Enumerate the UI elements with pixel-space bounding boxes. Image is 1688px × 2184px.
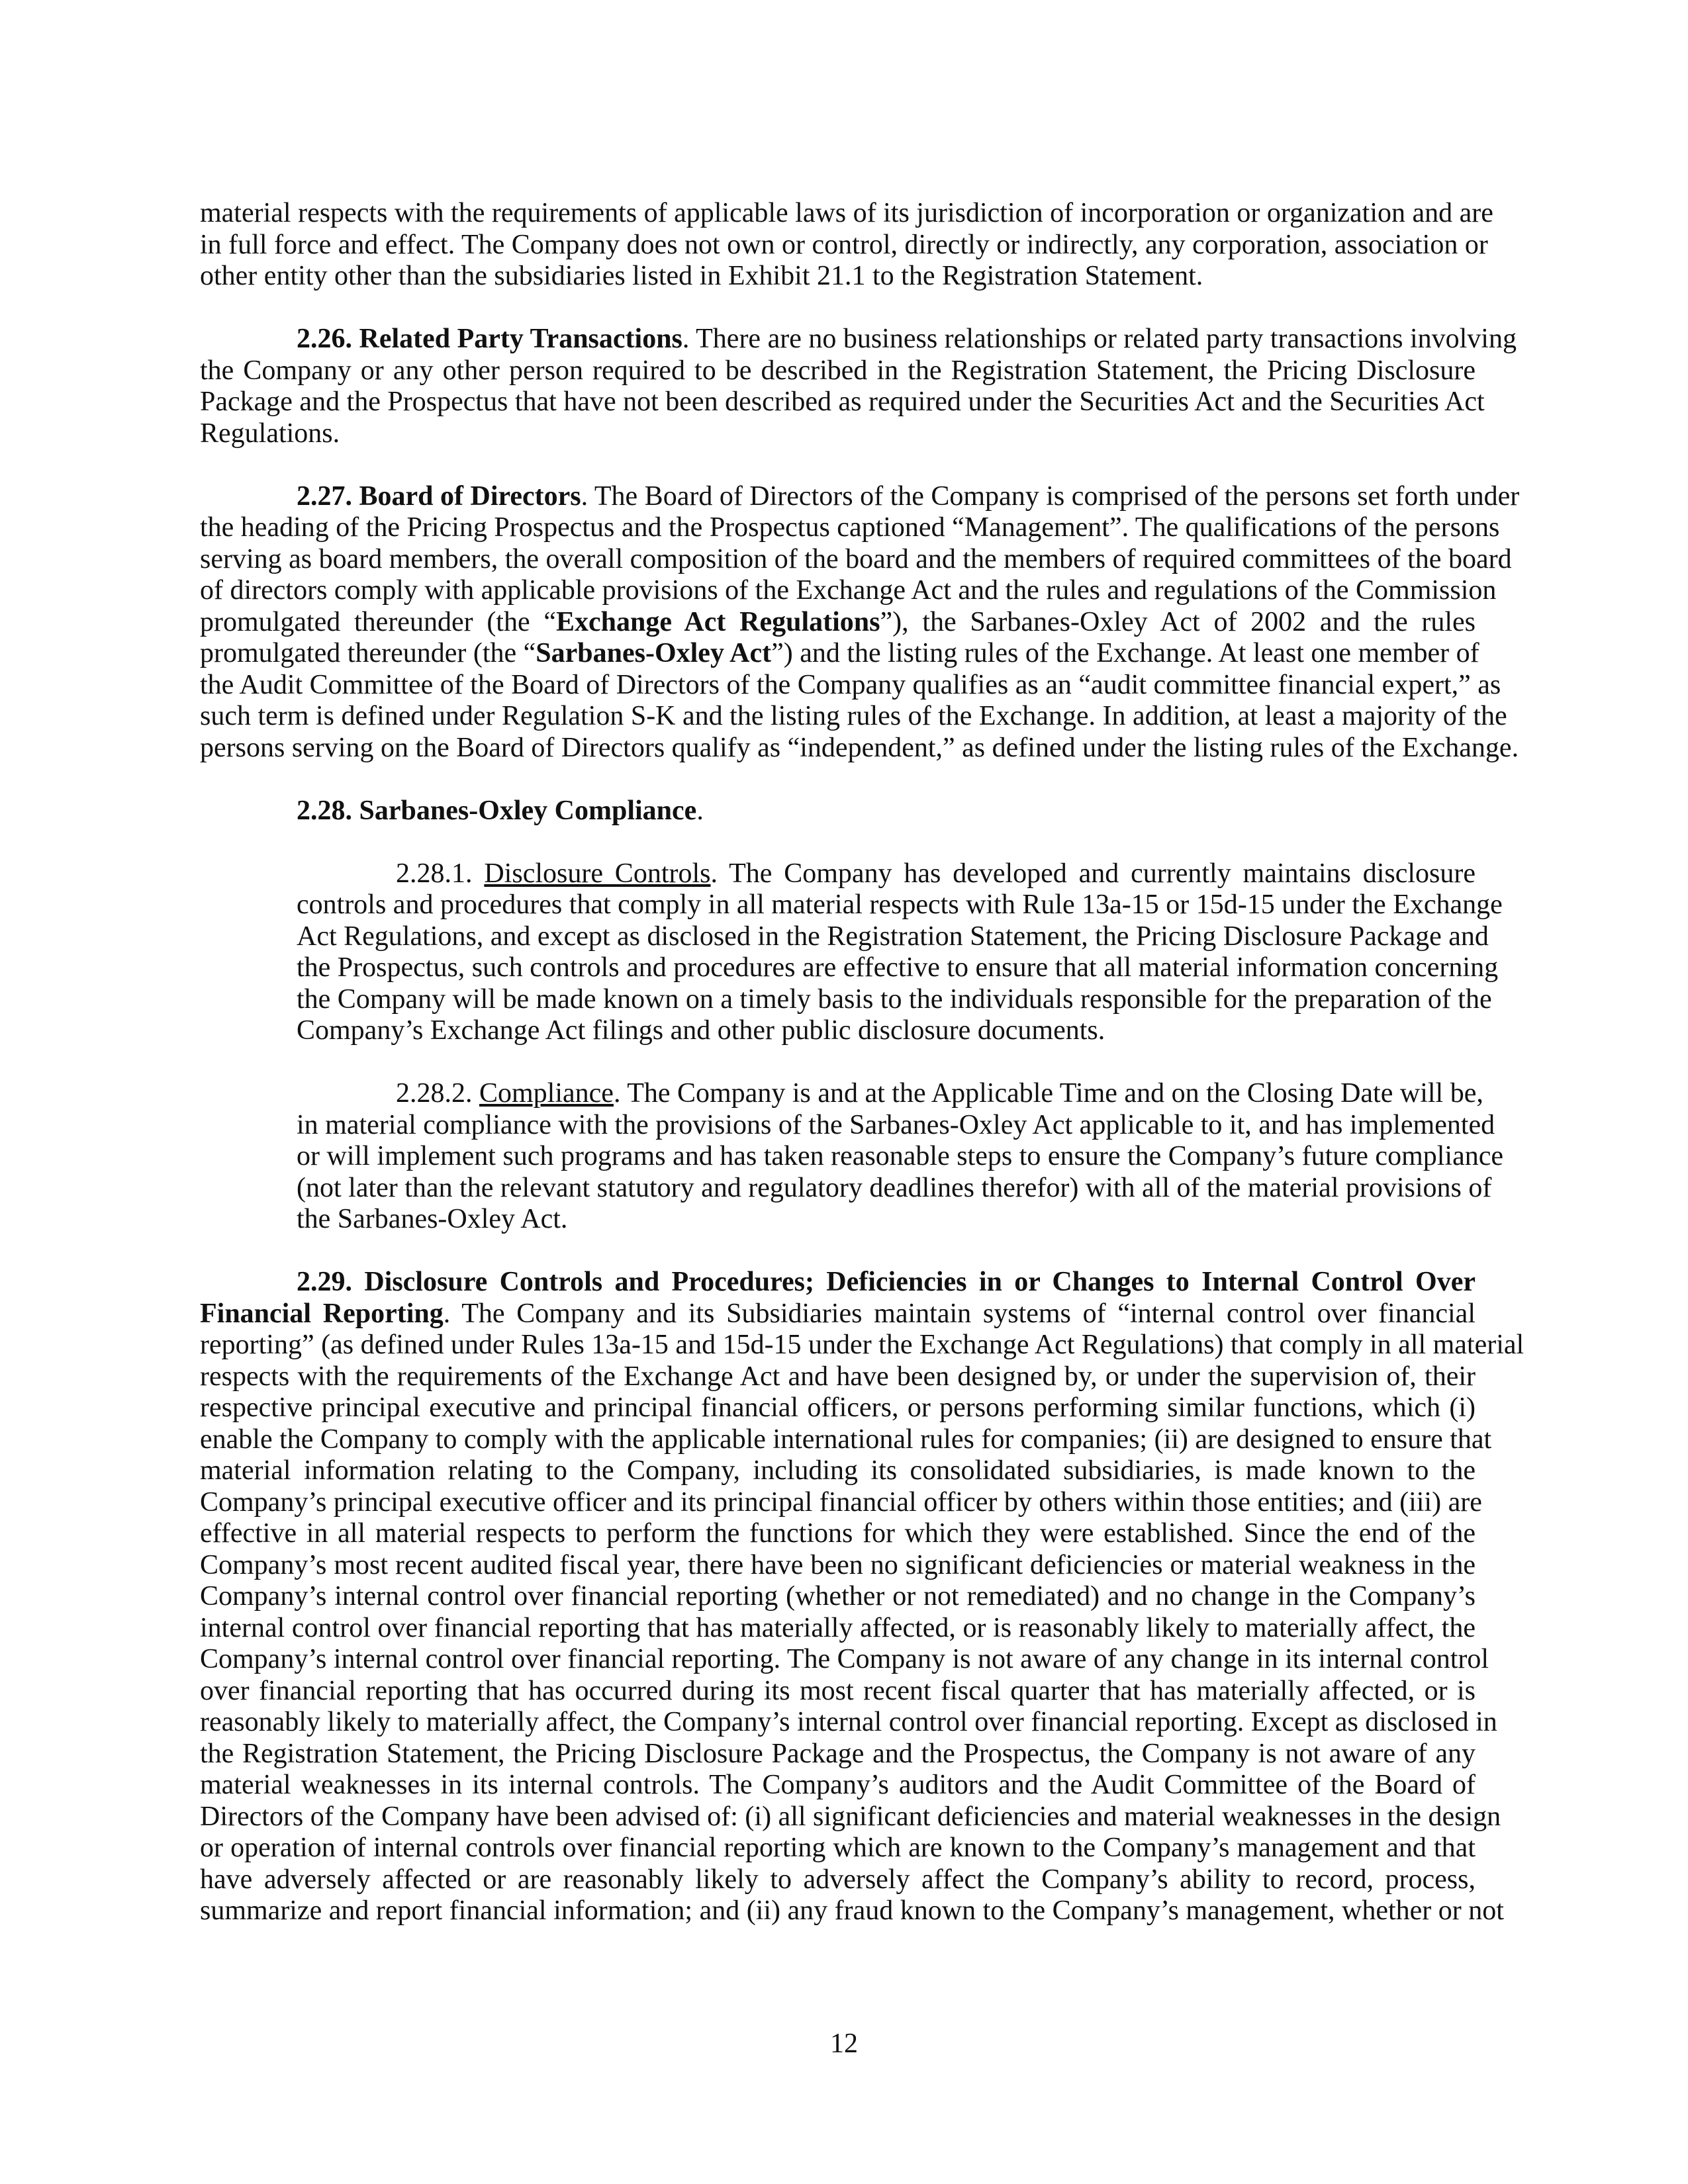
section-2-28-1	[200, 858, 1503, 1047]
text-line	[297, 1141, 1504, 1173]
line-text: material weaknesses in its internal controls. The Company’s auditors and the Audit Committee of the Board of	[200, 1770, 1476, 1800]
line-text: serving as board members, the overall composition of the board and the members of required committees of the board	[200, 543, 1512, 574]
line-text: . The Company has developed and currently maintains disclosure	[710, 858, 1476, 889]
page-number: 12	[830, 2028, 858, 2059]
line-text: .	[696, 795, 704, 826]
underlined-heading-text: Compliance	[479, 1078, 614, 1109]
line-text: Company’s principal executive officer and its principal financial officer by others within those entities; and (iii) are	[200, 1486, 1482, 1518]
text-line	[200, 1550, 1476, 1582]
line-text: the Company will be made known on a timely basis to the individuals responsible for the preparation of the	[297, 983, 1492, 1015]
line-text: reasonably likely to materially affect, the Company’s internal control over financial reporting. Except as disclosed in	[200, 1707, 1497, 1737]
text-line	[200, 1801, 1501, 1833]
text-line	[297, 952, 1499, 984]
text-line	[200, 1864, 1476, 1896]
text-line	[200, 512, 1500, 544]
section-2-28-2	[200, 1078, 1504, 1236]
bold-heading-text: 2.26. Related Party Transactions	[297, 324, 682, 354]
text-line	[200, 1581, 1476, 1613]
section-2-28-heading	[200, 796, 1476, 827]
line-text: reporting” (as defined under Rules 13a-15 and 15d-15 under the Exchange Act Regulations) that comply in all material	[200, 1330, 1524, 1360]
line-text: of directors comply with applicable provisions of the Exchange Act and the rules and regulations of the Commission	[200, 575, 1497, 606]
line-text: promulgated thereunder (the “	[200, 606, 556, 637]
section-2-27	[200, 480, 1520, 764]
text-line	[200, 1330, 1524, 1361]
text-line	[200, 198, 1493, 230]
line-text: or will implement such programs and has taken reasonable steps to ensure the Company’s future compliance	[297, 1141, 1504, 1171]
text-line	[200, 1518, 1476, 1550]
text-line	[200, 1770, 1476, 1801]
line-text: ”), the Sarbanes-Oxley Act of 2002 and the rules	[880, 606, 1476, 637]
line-text: effective in all material respects to perform the functions for which they were established. Since the end of the	[200, 1518, 1476, 1549]
text-line	[200, 638, 1479, 670]
document-body	[200, 198, 1524, 1958]
line-text: other entity other than the subsidiaries listed in Exhibit 21.1 to the Registration Statement.	[200, 261, 1203, 291]
text-line	[200, 543, 1512, 576]
text-line	[200, 1833, 1476, 1864]
line-text: the Registration Statement, the Pricing Disclosure Package and the Prospectus, the Company is not aware of any	[200, 1738, 1476, 1769]
bold-heading-text: 2.27. Board of Directors	[297, 480, 581, 512]
section-2-29	[200, 1267, 1524, 1927]
line-text: (not later than the relevant statutory and regulatory deadlines therefor) with all of the material provisions of	[297, 1172, 1492, 1203]
line-text: enable the Company to comply with the applicable international rules for companies; (ii) are designed to ensure that	[200, 1424, 1492, 1455]
text-line	[297, 796, 1476, 827]
line-text: such term is defined under Regulation S-K and the listing rules of the Exchange. In addition, at least a majority of the	[200, 701, 1507, 731]
line-text: the Audit Committee of the Board of Directors of the Company qualifies as an “audit committee financial expert,” as	[200, 669, 1501, 700]
line-text: 2.28.1.	[396, 858, 485, 889]
text-line	[297, 1204, 1476, 1236]
line-text: . The Company is and at the Applicable Time and on the Closing Date will be,	[613, 1078, 1483, 1109]
text-line	[297, 983, 1492, 1016]
text-line	[200, 387, 1485, 418]
text-line	[297, 1109, 1495, 1142]
line-text: respects with the requirements of the Exchange Act and have been designed by, or under the supervision of, their	[200, 1361, 1476, 1392]
line-text: over financial reporting that has occurred during its most recent fiscal quarter that has materially affected, or is	[200, 1675, 1476, 1706]
line-text: Company’s internal control over financial reporting. The Company is not aware of any change in its internal control	[200, 1644, 1489, 1674]
text-line	[297, 858, 1476, 890]
line-text: the Sarbanes-Oxley Act.	[297, 1204, 568, 1234]
text-line	[200, 1895, 1504, 1927]
bold-heading-text: 2.29. Disclosure Controls and Procedures; Deficiencies in or Changes to Internal Control Over	[297, 1267, 1476, 1297]
text-line	[200, 1707, 1497, 1739]
line-text: in material compliance with the provisions of the Sarbanes-Oxley Act applicable to it, and has implemented	[297, 1109, 1495, 1140]
text-line	[297, 889, 1503, 921]
text-line	[200, 732, 1519, 764]
text-line	[297, 1015, 1476, 1047]
bold-heading-text: Sarbanes-Oxley Act	[536, 638, 772, 668]
line-text: Company’s internal control over financial reporting (whether or not remediated) and no change in the Company’s	[200, 1581, 1476, 1612]
text-line	[200, 1613, 1476, 1645]
text-line	[200, 261, 1476, 293]
bold-heading-text: Exchange Act Regulations	[556, 606, 880, 637]
line-text: promulgated thereunder (the “	[200, 638, 536, 668]
text-line	[200, 418, 1476, 450]
text-line	[200, 701, 1507, 733]
line-text: in full force and effect. The Company does not own or control, directly or indirectly, any corporation, association or	[200, 229, 1488, 260]
section-2-26	[200, 324, 1517, 449]
text-line	[297, 1078, 1483, 1110]
line-text: . The Board of Directors of the Company is comprised of the persons set forth under	[581, 480, 1520, 512]
text-line	[200, 1392, 1476, 1424]
text-line	[297, 921, 1489, 953]
line-text: Company’s Exchange Act filings and other public disclosure documents.	[297, 1015, 1105, 1046]
line-text: Act Regulations, and except as disclosed in the Registration Statement, the Pricing Disclosure Package and	[297, 921, 1489, 952]
line-text: persons serving on the Board of Directors qualify as “independent,” as defined under the listing rules of the Exchange.	[200, 732, 1519, 763]
line-text: the heading of the Pricing Prospectus and the Prospectus captioned “Management”. The qualifications of the persons	[200, 512, 1500, 543]
line-text: internal control over financial reporting that has materially affected, or is reasonably likely to materially affect, the	[200, 1612, 1476, 1643]
line-text: 2.28.2.	[396, 1078, 479, 1109]
text-line	[200, 1676, 1476, 1707]
text-line	[200, 355, 1476, 387]
line-text: have adversely affected or are reasonably likely to adversely affect the Company’s ability to record, process,	[200, 1864, 1476, 1895]
line-text: Directors of the Company have been advised of: (i) all significant deficiencies and material weaknesses in the design	[200, 1801, 1501, 1832]
line-text: . There are no business relationships or related party transactions involving	[682, 324, 1517, 354]
line-text: controls and procedures that comply in all material respects with Rule 13a-15 or 15d-15 under the Exchange	[297, 889, 1503, 920]
text-line	[200, 669, 1501, 702]
line-text: Company’s most recent audited fiscal year, there have been no significant deficiencies or material weakness in the	[200, 1549, 1476, 1580]
line-text: ”) and the listing rules of the Exchange. At least one member of	[771, 638, 1479, 668]
underlined-heading-text: Disclosure Controls	[484, 858, 711, 889]
line-text: material information relating to the Company, including its consolidated subsidiaries, is made known to the	[200, 1455, 1476, 1486]
line-text: the Prospectus, such controls and procedures are effective to ensure that all material information concerning	[297, 952, 1499, 983]
text-line	[200, 480, 1520, 513]
text-line	[200, 1739, 1476, 1770]
text-line	[200, 1455, 1476, 1487]
text-line	[200, 1486, 1482, 1519]
line-text: the Company or any other person required to be described in the Registration Statement, the Pricing Disclosure	[200, 355, 1476, 386]
line-text: summarize and report financial information; and (ii) any fraud known to the Company’s management, whether or not	[200, 1895, 1504, 1926]
text-line	[200, 324, 1517, 355]
line-text: . The Company and its Subsidiaries maintain systems of “internal control over financial	[443, 1298, 1476, 1329]
line-text: or operation of internal controls over financial reporting which are known to the Company’s management and that	[200, 1833, 1476, 1863]
bold-heading-text: 2.28. Sarbanes-Oxley Compliance	[297, 795, 697, 826]
text-line	[200, 1644, 1489, 1676]
line-text: respective principal executive and principal financial officers, or persons performing similar functions, which (i)	[200, 1392, 1476, 1423]
line-text: Regulations.	[200, 418, 340, 449]
text-line	[200, 575, 1497, 607]
text-line	[200, 1298, 1476, 1330]
text-line	[200, 1424, 1492, 1456]
line-text: material respects with the requirements of applicable laws of its jurisdiction of incorporation or organization and are	[200, 198, 1493, 228]
text-line	[200, 229, 1488, 261]
text-line	[297, 1172, 1492, 1205]
text-line	[200, 607, 1476, 639]
text-line	[200, 1267, 1476, 1298]
paragraph-continued	[200, 198, 1493, 293]
text-line	[200, 1361, 1476, 1393]
bold-heading-text: Financial Reporting	[200, 1298, 444, 1329]
line-text: Package and the Prospectus that have not been described as required under the Securities Act and the Securities Act	[200, 387, 1485, 417]
